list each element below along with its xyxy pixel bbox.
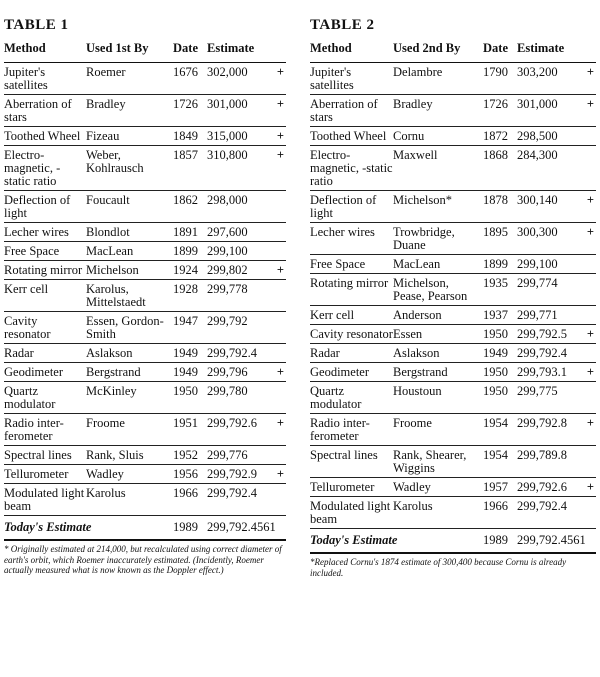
cell-estimate: 299,792.9 bbox=[207, 465, 269, 484]
cell-date: 1957 bbox=[483, 478, 517, 497]
cell-plus-mark bbox=[581, 255, 596, 274]
cell-date: 1872 bbox=[483, 127, 517, 146]
cell-method: Modulated light beam bbox=[4, 484, 86, 516]
cell-date: 1949 bbox=[483, 344, 517, 363]
table-row bbox=[4, 95, 286, 127]
cell-method: Spectral lines bbox=[4, 446, 86, 465]
cell-plus-mark bbox=[581, 274, 596, 306]
cell-method: Lecher wires bbox=[310, 223, 393, 255]
table-title: TABLE 1 bbox=[4, 17, 69, 33]
table-row bbox=[4, 280, 286, 312]
cell-estimate: 300,300 bbox=[517, 223, 581, 255]
cell-date: 1935 bbox=[483, 274, 517, 306]
todays-estimate-row bbox=[4, 516, 286, 541]
table-row bbox=[310, 274, 596, 306]
final-estimate: 299,792.4561 bbox=[517, 529, 596, 554]
cell-method: Kerr cell bbox=[4, 280, 86, 312]
cell-date: 1952 bbox=[173, 446, 207, 465]
cell-used-by: Michelson bbox=[86, 261, 173, 280]
cell-plus-mark: + bbox=[581, 414, 596, 446]
footnote: * Originally estimated at 214,000, but recalculated using correct diameter of earth's orbit, which Roemer inaccurately estimated. (Incidently, Roemer actually measured what is now known as the Doppler effect.) bbox=[4, 544, 282, 575]
cell-date: 1951 bbox=[173, 414, 207, 446]
table-row bbox=[4, 344, 286, 363]
cell-estimate: 299,776 bbox=[207, 446, 269, 465]
cell-estimate: 300,140 bbox=[517, 191, 581, 223]
cell-method: Quartz modulator bbox=[310, 382, 393, 414]
cell-method: Electro-magnetic, -static ratio bbox=[4, 146, 86, 191]
cell-estimate: 299,802 bbox=[207, 261, 269, 280]
cell-method: Cavity resonator bbox=[4, 312, 86, 344]
cell-date: 1950 bbox=[483, 382, 517, 414]
cell-method: Aberration of stars bbox=[4, 95, 86, 127]
cell-method: Quartz modulator bbox=[4, 382, 86, 414]
table-row bbox=[310, 478, 596, 497]
header-used-by: Used 1st By bbox=[86, 36, 173, 63]
cell-method: Geodimeter bbox=[4, 363, 86, 382]
cell-plus-mark: + bbox=[581, 478, 596, 497]
cell-estimate: 315,000 bbox=[207, 127, 269, 146]
cell-plus-mark bbox=[269, 280, 286, 312]
table-row bbox=[310, 127, 596, 146]
cell-estimate: 297,600 bbox=[207, 223, 269, 242]
cell-date: 1954 bbox=[483, 414, 517, 446]
cell-used-by: Bradley bbox=[86, 95, 173, 127]
cell-used-by: Roemer bbox=[86, 63, 173, 95]
cell-date: 1928 bbox=[173, 280, 207, 312]
cell-date: 1937 bbox=[483, 306, 517, 325]
cell-plus-mark: + bbox=[269, 414, 286, 446]
cell-used-by: Rank, Shearer, Wiggins bbox=[393, 446, 483, 478]
cell-plus-mark: + bbox=[269, 363, 286, 382]
cell-used-by: Blondlot bbox=[86, 223, 173, 242]
cell-used-by: Bergstrand bbox=[393, 363, 483, 382]
table-row bbox=[4, 382, 286, 414]
cell-used-by: Karolus, Mittelstaedt bbox=[86, 280, 173, 312]
final-label: Today's Estimate bbox=[4, 516, 173, 541]
final-estimate: 299,792.4561 bbox=[207, 516, 286, 541]
cell-date: 1862 bbox=[173, 191, 207, 223]
cell-date: 1950 bbox=[173, 382, 207, 414]
cell-estimate: 299,792.4 bbox=[517, 344, 581, 363]
table-body bbox=[310, 63, 596, 529]
table-row bbox=[310, 382, 596, 414]
cell-used-by: Essen bbox=[393, 325, 483, 344]
table-row bbox=[310, 325, 596, 344]
cell-date: 1949 bbox=[173, 363, 207, 382]
cell-plus-mark: + bbox=[581, 63, 596, 95]
cell-used-by: Aslakson bbox=[393, 344, 483, 363]
cell-method: Tellurometer bbox=[310, 478, 393, 497]
cell-method: Toothed Wheel bbox=[310, 127, 393, 146]
cell-method: Toothed Wheel bbox=[4, 127, 86, 146]
cell-method: Tellurometer bbox=[4, 465, 86, 484]
table-row bbox=[4, 465, 286, 484]
cell-used-by: Foucault bbox=[86, 191, 173, 223]
table-row bbox=[310, 344, 596, 363]
cell-date: 1891 bbox=[173, 223, 207, 242]
cell-plus-mark bbox=[269, 344, 286, 363]
header-row bbox=[310, 36, 596, 63]
cell-used-by: Rank, Sluis bbox=[86, 446, 173, 465]
cell-method: Kerr cell bbox=[310, 306, 393, 325]
cell-date: 1956 bbox=[173, 465, 207, 484]
cell-estimate: 299,775 bbox=[517, 382, 581, 414]
table-row bbox=[310, 446, 596, 478]
cell-used-by: Trowbridge, Duane bbox=[393, 223, 483, 255]
cell-used-by: Michelson* bbox=[393, 191, 483, 223]
cell-used-by: Fizeau bbox=[86, 127, 173, 146]
cell-estimate: 299,792.5 bbox=[517, 325, 581, 344]
cell-method: Free Space bbox=[310, 255, 393, 274]
cell-estimate: 299,792.4 bbox=[207, 484, 269, 516]
cell-used-by: Houstoun bbox=[393, 382, 483, 414]
table-2 bbox=[310, 14, 596, 578]
cell-method: Spectral lines bbox=[310, 446, 393, 478]
cell-date: 1949 bbox=[173, 344, 207, 363]
cell-method: Deflection of light bbox=[310, 191, 393, 223]
cell-estimate: 284,300 bbox=[517, 146, 581, 191]
cell-method: Jupiter's satellites bbox=[310, 63, 393, 95]
cell-plus-mark bbox=[581, 446, 596, 478]
table-row bbox=[310, 63, 596, 95]
cell-method: Cavity resonator bbox=[310, 325, 393, 344]
cell-estimate: 299,792.6 bbox=[207, 414, 269, 446]
table-row bbox=[310, 191, 596, 223]
cell-plus-mark: + bbox=[269, 261, 286, 280]
data-table bbox=[4, 36, 286, 541]
cell-estimate: 299,780 bbox=[207, 382, 269, 414]
table-row bbox=[310, 363, 596, 382]
header-method: Method bbox=[310, 36, 393, 63]
cell-plus-mark bbox=[581, 306, 596, 325]
header-estimate: Estimate bbox=[207, 36, 269, 63]
cell-method: Geodimeter bbox=[310, 363, 393, 382]
cell-estimate: 299,789.8 bbox=[517, 446, 581, 478]
cell-plus-mark bbox=[581, 344, 596, 363]
table-row bbox=[4, 312, 286, 344]
cell-estimate: 299,778 bbox=[207, 280, 269, 312]
table-row bbox=[310, 223, 596, 255]
cell-method: Radar bbox=[4, 344, 86, 363]
cell-date: 1954 bbox=[483, 446, 517, 478]
table-row bbox=[4, 446, 286, 465]
cell-date: 1868 bbox=[483, 146, 517, 191]
cell-used-by: Essen, Gordon-Smith bbox=[86, 312, 173, 344]
cell-plus-mark bbox=[581, 497, 596, 529]
footnote: *Replaced Cornu's 1874 estimate of 300,400 because Cornu is already included. bbox=[310, 557, 567, 578]
cell-used-by: McKinley bbox=[86, 382, 173, 414]
table-row bbox=[310, 146, 596, 191]
data-table bbox=[310, 36, 596, 554]
cell-plus-mark: + bbox=[269, 127, 286, 146]
cell-estimate: 301,000 bbox=[207, 95, 269, 127]
table-row bbox=[310, 414, 596, 446]
cell-used-by: Weber, Kohlrausch bbox=[86, 146, 173, 191]
table-row bbox=[310, 497, 596, 529]
cell-estimate: 299,792.4 bbox=[207, 344, 269, 363]
cell-plus-mark bbox=[269, 446, 286, 465]
cell-method: Radio inter-ferometer bbox=[310, 414, 393, 446]
table-1 bbox=[4, 14, 286, 576]
cell-estimate: 298,000 bbox=[207, 191, 269, 223]
header-mark bbox=[269, 36, 286, 63]
cell-estimate: 299,771 bbox=[517, 306, 581, 325]
cell-used-by: Wadley bbox=[86, 465, 173, 484]
cell-date: 1950 bbox=[483, 363, 517, 382]
cell-plus-mark bbox=[269, 484, 286, 516]
cell-plus-mark bbox=[581, 146, 596, 191]
cell-method: Radio inter-ferometer bbox=[4, 414, 86, 446]
cell-estimate: 310,800 bbox=[207, 146, 269, 191]
cell-estimate: 299,792.4 bbox=[517, 497, 581, 529]
cell-plus-mark: + bbox=[581, 95, 596, 127]
cell-plus-mark bbox=[581, 382, 596, 414]
cell-used-by: Froome bbox=[86, 414, 173, 446]
cell-method: Aberration of stars bbox=[310, 95, 393, 127]
cell-estimate: 298,500 bbox=[517, 127, 581, 146]
cell-used-by: Aslakson bbox=[86, 344, 173, 363]
table-body bbox=[4, 63, 286, 516]
header-used-by: Used 2nd By bbox=[393, 36, 483, 63]
table-row bbox=[4, 127, 286, 146]
cell-date: 1899 bbox=[173, 242, 207, 261]
cell-plus-mark: + bbox=[581, 363, 596, 382]
cell-used-by: Wadley bbox=[393, 478, 483, 497]
final-label: Today's Estimate bbox=[310, 529, 483, 554]
table-row bbox=[310, 306, 596, 325]
table-row bbox=[4, 242, 286, 261]
table-row bbox=[4, 484, 286, 516]
cell-method: Lecher wires bbox=[4, 223, 86, 242]
cell-plus-mark bbox=[269, 382, 286, 414]
cell-date: 1924 bbox=[173, 261, 207, 280]
cell-date: 1895 bbox=[483, 223, 517, 255]
cell-plus-mark: + bbox=[269, 95, 286, 127]
header-method: Method bbox=[4, 36, 86, 63]
cell-plus-mark: + bbox=[581, 325, 596, 344]
table-row bbox=[4, 63, 286, 95]
final-date: 1989 bbox=[173, 516, 207, 541]
cell-used-by: Froome bbox=[393, 414, 483, 446]
cell-used-by: Karolus bbox=[393, 497, 483, 529]
final-date: 1989 bbox=[483, 529, 517, 554]
cell-date: 1966 bbox=[483, 497, 517, 529]
cell-used-by: Bergstrand bbox=[86, 363, 173, 382]
table-row bbox=[4, 223, 286, 242]
cell-date: 1947 bbox=[173, 312, 207, 344]
cell-date: 1726 bbox=[173, 95, 207, 127]
cell-used-by: Cornu bbox=[393, 127, 483, 146]
cell-method: Rotating mirror bbox=[4, 261, 86, 280]
cell-used-by: MacLean bbox=[86, 242, 173, 261]
cell-estimate: 299,793.1 bbox=[517, 363, 581, 382]
cell-date: 1899 bbox=[483, 255, 517, 274]
cell-date: 1966 bbox=[173, 484, 207, 516]
cell-estimate: 299,792.8 bbox=[517, 414, 581, 446]
cell-date: 1790 bbox=[483, 63, 517, 95]
cell-date: 1857 bbox=[173, 146, 207, 191]
cell-method: Rotating mirror bbox=[310, 274, 393, 306]
cell-plus-mark: + bbox=[581, 191, 596, 223]
table-title: TABLE 2 bbox=[310, 17, 375, 33]
cell-estimate: 301,000 bbox=[517, 95, 581, 127]
cell-used-by: Bradley bbox=[393, 95, 483, 127]
cell-estimate: 299,774 bbox=[517, 274, 581, 306]
header-date: Date bbox=[173, 36, 207, 63]
cell-plus-mark bbox=[269, 223, 286, 242]
cell-used-by: Anderson bbox=[393, 306, 483, 325]
cell-method: Electro-magnetic, -static ratio bbox=[310, 146, 393, 191]
cell-plus-mark bbox=[581, 127, 596, 146]
cell-date: 1878 bbox=[483, 191, 517, 223]
cell-method: Deflection of light bbox=[4, 191, 86, 223]
cell-estimate: 299,796 bbox=[207, 363, 269, 382]
cell-method: Modulated light beam bbox=[310, 497, 393, 529]
cell-date: 1950 bbox=[483, 325, 517, 344]
table-row bbox=[4, 261, 286, 280]
cell-plus-mark bbox=[269, 191, 286, 223]
cell-plus-mark bbox=[269, 312, 286, 344]
todays-estimate-row bbox=[310, 529, 596, 554]
header-mark bbox=[581, 36, 596, 63]
table-row bbox=[4, 146, 286, 191]
table-row bbox=[310, 95, 596, 127]
cell-used-by: MacLean bbox=[393, 255, 483, 274]
cell-estimate: 299,100 bbox=[517, 255, 581, 274]
cell-date: 1849 bbox=[173, 127, 207, 146]
header-estimate: Estimate bbox=[517, 36, 581, 63]
cell-estimate: 302,000 bbox=[207, 63, 269, 95]
cell-used-by: Michelson, Pease, Pearson bbox=[393, 274, 483, 306]
cell-method: Radar bbox=[310, 344, 393, 363]
cell-method: Free Space bbox=[4, 242, 86, 261]
cell-date: 1726 bbox=[483, 95, 517, 127]
cell-plus-mark: + bbox=[269, 146, 286, 191]
header-row bbox=[4, 36, 286, 63]
cell-plus-mark: + bbox=[581, 223, 596, 255]
table-row bbox=[4, 414, 286, 446]
cell-used-by: Karolus bbox=[86, 484, 173, 516]
cell-estimate: 303,200 bbox=[517, 63, 581, 95]
cell-estimate: 299,792.6 bbox=[517, 478, 581, 497]
cell-used-by: Delambre bbox=[393, 63, 483, 95]
header-date: Date bbox=[483, 36, 517, 63]
cell-plus-mark: + bbox=[269, 465, 286, 484]
cell-date: 1676 bbox=[173, 63, 207, 95]
cell-method: Jupiter's satellites bbox=[4, 63, 86, 95]
cell-plus-mark bbox=[269, 242, 286, 261]
table-row bbox=[310, 255, 596, 274]
table-row bbox=[4, 363, 286, 382]
cell-plus-mark: + bbox=[269, 63, 286, 95]
cell-used-by: Maxwell bbox=[393, 146, 483, 191]
cell-estimate: 299,100 bbox=[207, 242, 269, 261]
cell-estimate: 299,792 bbox=[207, 312, 269, 344]
table-row bbox=[4, 191, 286, 223]
